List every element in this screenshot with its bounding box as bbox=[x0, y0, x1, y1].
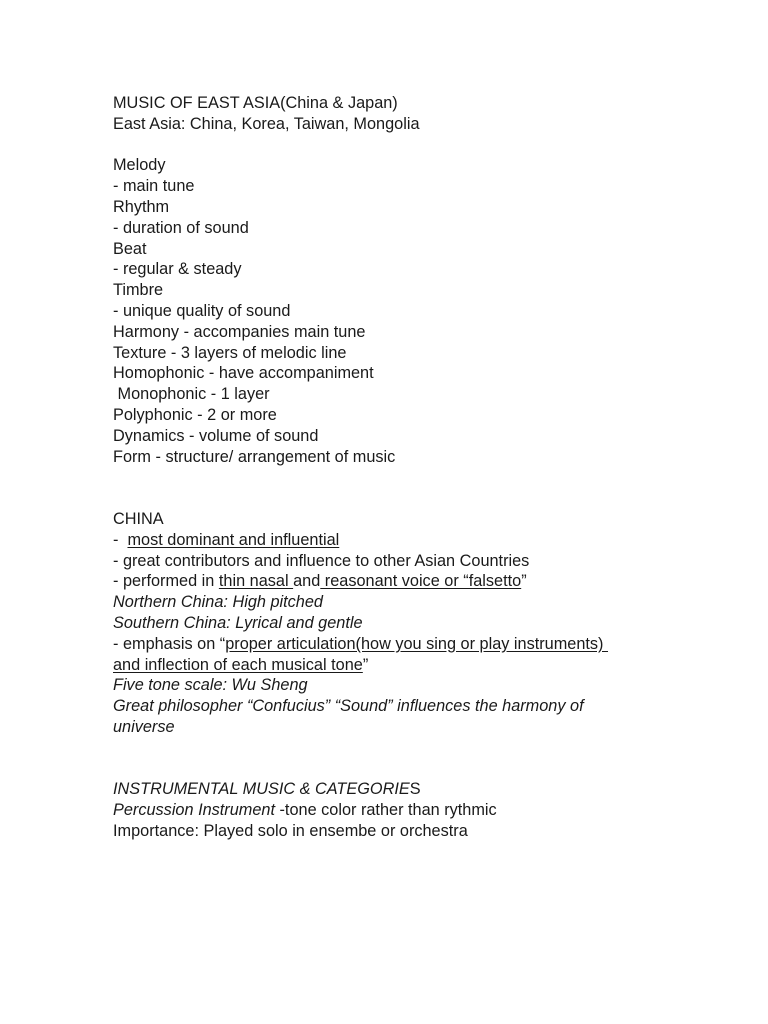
percussion-line bbox=[113, 800, 673, 821]
five-tone-scale: Five tone scale: Wu Sheng bbox=[113, 676, 308, 695]
plain-text: ” bbox=[521, 572, 527, 591]
document-body bbox=[113, 93, 673, 842]
importance-line: Importance: Played solo in ensembe or orchestra bbox=[113, 821, 468, 840]
percussion-desc: -tone color rather than rythmic bbox=[274, 801, 497, 820]
northern-china: Northern China: High pitched bbox=[113, 593, 323, 612]
element-line: Dynamics - volume of sound bbox=[113, 426, 319, 445]
underlined-text: thin nasal bbox=[218, 572, 294, 591]
element-line: - main tune bbox=[113, 177, 195, 196]
plain-text: and bbox=[293, 572, 321, 591]
china-bullet-performed bbox=[113, 571, 673, 592]
document-title: MUSIC OF EAST ASIA(China & Japan) bbox=[113, 94, 398, 112]
underlined-text: reasonant voice or “falsetto bbox=[320, 572, 522, 591]
percussion-label: Percussion Instrument bbox=[113, 801, 275, 820]
element-line: - regular & steady bbox=[113, 260, 242, 279]
china-bullet-emphasis-cont bbox=[113, 655, 673, 676]
plain-text: ” bbox=[362, 655, 369, 674]
document-subtitle: East Asia: China, Korea, Taiwan, Mongolia bbox=[113, 114, 420, 133]
element-line: - duration of sound bbox=[113, 218, 249, 237]
china-heading: CHINA bbox=[113, 509, 164, 528]
china-bullet-emphasis bbox=[113, 634, 673, 655]
element-line: Harmony - accompanies main tune bbox=[113, 322, 366, 341]
element-line: Monophonic - 1 layer bbox=[113, 385, 270, 404]
bullet-prefix: - bbox=[113, 530, 128, 549]
instrumental-heading bbox=[113, 779, 673, 800]
southern-china: Southern China: Lyrical and gentle bbox=[113, 613, 363, 632]
element-line: Rhythm bbox=[113, 197, 170, 216]
heading-tail: S bbox=[409, 780, 421, 799]
underlined-text: most dominant and influential bbox=[127, 530, 340, 549]
underlined-text: proper articulation(how you sing or play instruments) bbox=[225, 634, 609, 653]
underlined-text: and inflection of each musical tone bbox=[113, 655, 363, 674]
spacer bbox=[113, 738, 673, 759]
element-line: Texture - 3 layers of melodic line bbox=[113, 343, 347, 362]
element-line: - unique quality of sound bbox=[113, 301, 291, 320]
element-line: Form - structure/ arrangement of music bbox=[113, 447, 396, 466]
spacer bbox=[113, 759, 673, 780]
spacer bbox=[113, 467, 673, 488]
philosopher-line: Great philosopher “Confucius” “Sound” influences the harmony of bbox=[113, 697, 584, 716]
heading-italic: INSTRUMENTAL MUSIC & CATEGORIE bbox=[113, 780, 410, 799]
element-line: Beat bbox=[113, 239, 147, 258]
element-line: Homophonic - have accompaniment bbox=[113, 364, 374, 383]
element-line: Melody bbox=[113, 156, 166, 175]
spacer bbox=[113, 488, 673, 509]
philosopher-line: universe bbox=[113, 717, 175, 736]
china-bullet-dominant bbox=[113, 530, 673, 551]
element-line: Polyphonic - 2 or more bbox=[113, 405, 277, 424]
element-line: Timbre bbox=[113, 281, 164, 300]
china-bullet-contributors: - great contributors and influence to other Asian Countries bbox=[113, 551, 530, 570]
bullet-prefix: - emphasis on “ bbox=[113, 634, 226, 653]
spacer bbox=[113, 135, 673, 156]
bullet-prefix: - performed in bbox=[113, 572, 219, 591]
